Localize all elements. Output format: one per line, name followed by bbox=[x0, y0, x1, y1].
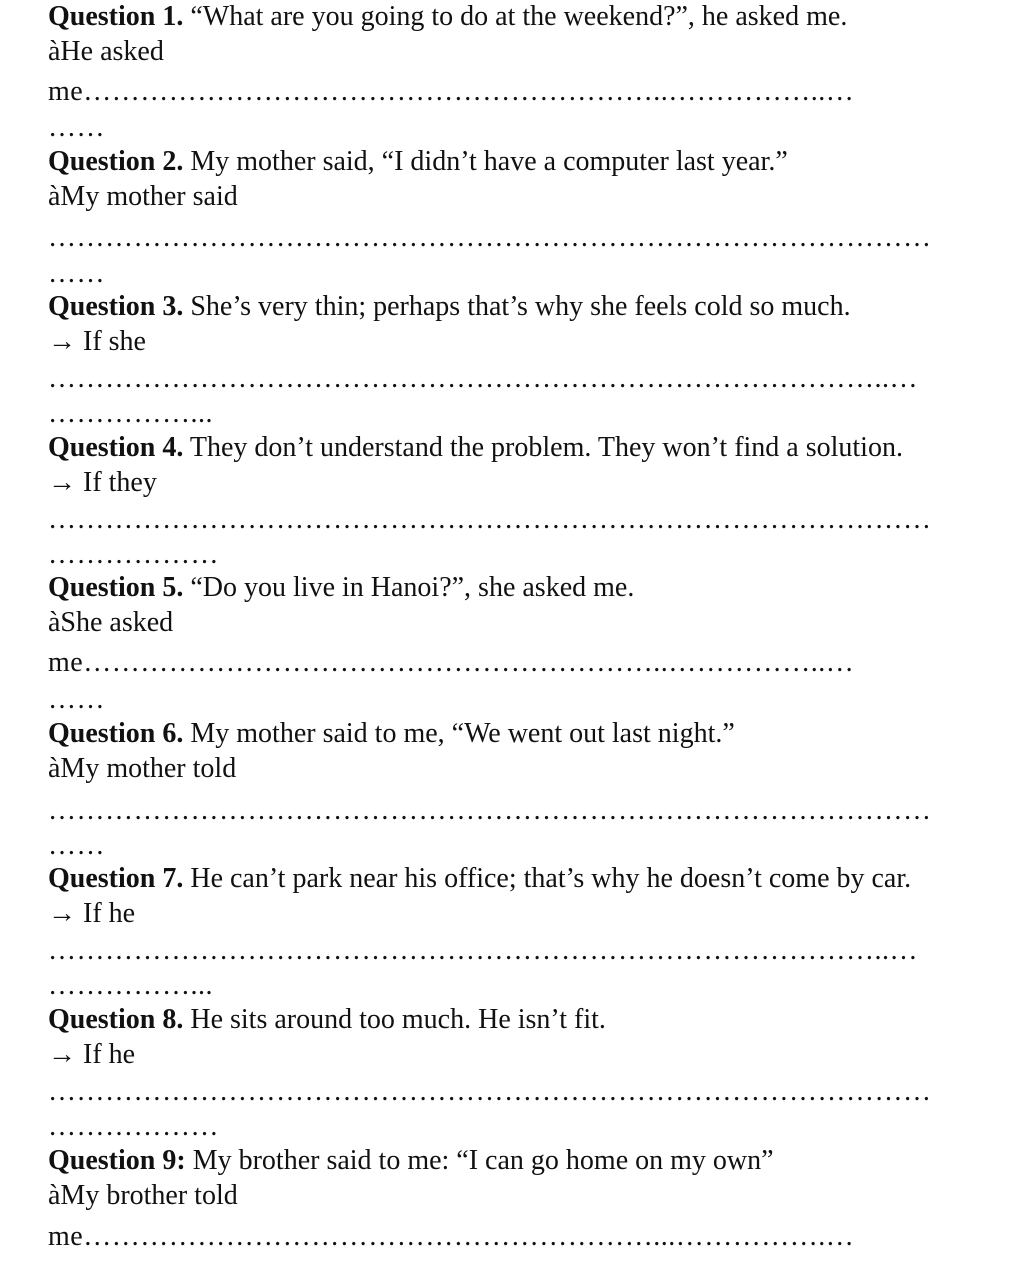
question-9-label: Question 9: bbox=[48, 1145, 186, 1176]
question-2-answer-line[interactable]: ………………………………………………………………………………… bbox=[48, 222, 932, 253]
question-5-label: Question 5. bbox=[48, 572, 184, 603]
question-6-answer-line-continued[interactable]: …… bbox=[48, 830, 105, 861]
question-7-prompt: He can’t park near his office; that’s why he doesn’t come by car. bbox=[183, 863, 912, 894]
question-1-answer-line-continued[interactable]: …… bbox=[48, 112, 105, 143]
question-8-start: → If he bbox=[48, 1039, 136, 1070]
question-4-label: Question 4. bbox=[48, 432, 184, 463]
question-7-start: → If he bbox=[48, 898, 136, 929]
question-2-line bbox=[48, 145, 788, 179]
question-8-label: Question 8. bbox=[48, 1004, 184, 1035]
question-3-line bbox=[48, 290, 851, 324]
question-2-label: Question 2. bbox=[48, 146, 184, 177]
question-2-answer-line-continued[interactable]: …… bbox=[48, 258, 105, 289]
question-3-label: Question 3. bbox=[48, 291, 184, 322]
question-8-answer-line-continued[interactable]: ……………… bbox=[48, 1111, 219, 1142]
question-9-prompt: My brother said to me: “I can go home on my own” bbox=[185, 1145, 774, 1176]
question-2-prompt: My mother said, “I didn’t have a computer last year.” bbox=[183, 146, 788, 177]
question-7-line bbox=[48, 862, 911, 896]
question-3-prompt: She’s very thin; perhaps that’s why she feels cold so much. bbox=[183, 291, 851, 322]
question-7-answer-line[interactable]: ……………………………………………………………………………..… bbox=[48, 935, 918, 966]
question-4-answer-line-continued[interactable]: ……………… bbox=[48, 539, 219, 570]
question-2-start: àMy mother said bbox=[48, 181, 238, 212]
question-4-start: → If they bbox=[48, 467, 157, 498]
question-6-label: Question 6. bbox=[48, 718, 184, 749]
question-5-prompt: “Do you live in Hanoi?”, she asked me. bbox=[183, 572, 635, 603]
question-1-start: àHe asked bbox=[48, 36, 164, 67]
question-8-prompt: He sits around too much. He isn’t fit. bbox=[183, 1004, 606, 1035]
question-1-prompt: “What are you going to do at the weekend?”, he asked me. bbox=[183, 1, 848, 32]
question-7-label: Question 7. bbox=[48, 863, 184, 894]
question-1-answer-line[interactable]: me……………………………………………………..……………..… bbox=[48, 76, 855, 107]
question-4-prompt: They don’t understand the problem. They won’t find a solution. bbox=[183, 432, 903, 463]
question-3-answer-line[interactable]: ……………………………………………………………………………..… bbox=[48, 363, 918, 394]
question-9-start: àMy brother told bbox=[48, 1180, 238, 1211]
question-5-answer-line-continued[interactable]: …… bbox=[48, 684, 105, 715]
question-1-label: Question 1. bbox=[48, 1, 184, 32]
question-5-start: àShe asked bbox=[48, 607, 174, 638]
question-6-start: àMy mother told bbox=[48, 753, 237, 784]
question-9-line bbox=[48, 1144, 774, 1178]
question-6-prompt: My mother said to me, “We went out last night.” bbox=[183, 718, 735, 749]
question-5-answer-line[interactable]: me……………………………………………………..……………..… bbox=[48, 647, 855, 678]
question-7-answer-line-continued[interactable]: ……………... bbox=[48, 970, 213, 1001]
question-1-line bbox=[48, 0, 847, 34]
question-9-answer-line[interactable]: me……………………………………………………...…………….… bbox=[48, 1221, 855, 1252]
question-6-answer-line[interactable]: ………………………………………………………………………………… bbox=[48, 795, 932, 826]
question-4-answer-line[interactable]: ………………………………………………………………………………… bbox=[48, 504, 932, 535]
question-5-line bbox=[48, 571, 634, 605]
question-4-line bbox=[48, 431, 903, 465]
question-6-line bbox=[48, 717, 735, 751]
question-3-answer-line-continued[interactable]: ……………... bbox=[48, 398, 213, 429]
question-8-line bbox=[48, 1003, 606, 1037]
question-8-answer-line[interactable]: ………………………………………………………………………………… bbox=[48, 1076, 932, 1107]
question-3-start: → If she bbox=[48, 326, 146, 357]
